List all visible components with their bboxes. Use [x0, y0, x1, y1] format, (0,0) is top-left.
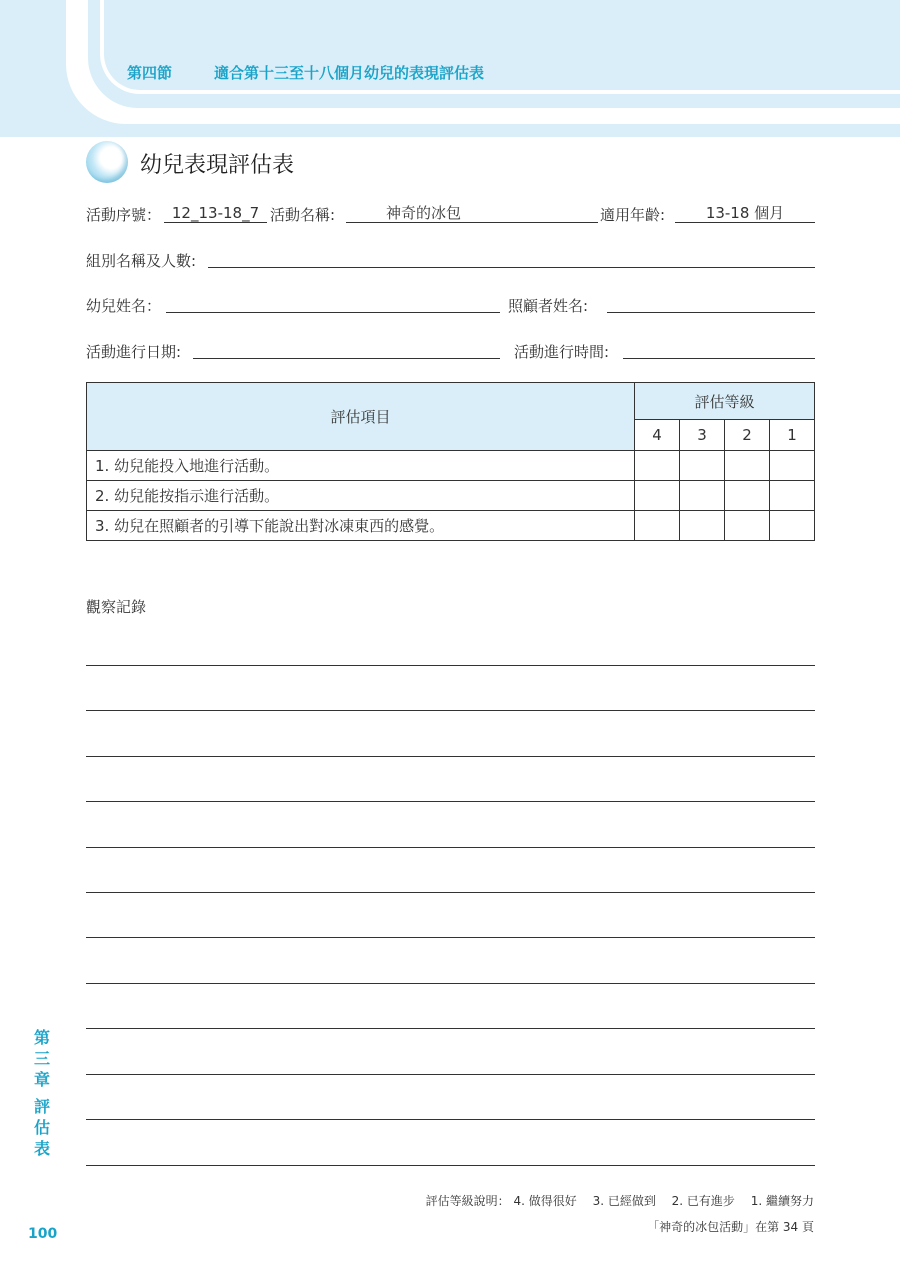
score-cell[interactable]: [770, 481, 815, 511]
observation-line[interactable]: [86, 1165, 815, 1166]
score-cell[interactable]: [725, 511, 770, 541]
age-label: 適用年齡:: [600, 206, 666, 224]
carer-name-field[interactable]: [607, 293, 815, 313]
date-field[interactable]: [193, 339, 500, 359]
grade-header: 評估等級: [635, 383, 815, 420]
age-field[interactable]: 13-18 個月: [675, 203, 815, 223]
grade-2-header: 2: [725, 420, 770, 451]
activity-name-label: 活動名稱:: [270, 206, 336, 224]
score-cell[interactable]: [725, 451, 770, 481]
item-text: 1. 幼兒能投入地進行活動。: [87, 451, 635, 481]
observation-line[interactable]: [86, 1074, 815, 1075]
activity-name-field[interactable]: 神奇的冰包: [346, 203, 598, 223]
observation-line[interactable]: [86, 847, 815, 848]
sidebar-chapter: 第三章: [33, 1028, 50, 1089]
item-text: 3. 幼兒在照顧者的引導下能說出對冰凍東西的感覺。: [87, 511, 635, 541]
score-cell[interactable]: [680, 451, 725, 481]
grade-legend: 評估等級說明： 4. 做得很好 3. 已經做到 2. 已有進步 1. 繼續努力: [425, 1194, 814, 1208]
table-row: [87, 451, 815, 481]
score-cell[interactable]: [770, 511, 815, 541]
header-title: 適合第十三至十八個月幼兒的表現評估表: [214, 64, 485, 82]
page-number: 100: [28, 1226, 58, 1242]
date-label: 活動進行日期:: [86, 343, 182, 361]
score-cell[interactable]: [635, 451, 680, 481]
observation-line[interactable]: [86, 937, 815, 938]
table-row: [87, 511, 815, 541]
observation-line[interactable]: [86, 1028, 815, 1029]
observation-line[interactable]: [86, 665, 815, 666]
grade-3-header: 3: [680, 420, 725, 451]
form-title: 幼兒表現評估表: [140, 153, 295, 178]
sidebar-subject: 評估表: [33, 1097, 50, 1158]
score-cell[interactable]: [635, 511, 680, 541]
time-field[interactable]: [623, 339, 815, 359]
activity-no-field[interactable]: 12_13-18_7: [164, 203, 267, 223]
header-section: 第四節: [127, 64, 173, 82]
observation-line[interactable]: [86, 892, 815, 893]
score-cell[interactable]: [770, 451, 815, 481]
evaluation-table: [86, 382, 815, 541]
carer-name-label: 照顧者姓名:: [508, 297, 589, 315]
observation-line[interactable]: [86, 756, 815, 757]
table-row: [87, 481, 815, 511]
grade-1-header: 1: [770, 420, 815, 451]
item-header: 評估項目: [87, 383, 635, 451]
score-cell[interactable]: [680, 511, 725, 541]
child-name-field[interactable]: [166, 293, 500, 313]
score-cell[interactable]: [680, 481, 725, 511]
item-text: 2. 幼兒能按指示進行活動。: [87, 481, 635, 511]
child-name-label: 幼兒姓名：: [86, 297, 162, 315]
observation-line[interactable]: [86, 801, 815, 802]
observation-line[interactable]: [86, 983, 815, 984]
grade-4-header: 4: [635, 420, 680, 451]
score-cell[interactable]: [725, 481, 770, 511]
bubble-icon: [86, 141, 128, 183]
group-field[interactable]: [208, 248, 815, 268]
score-cell[interactable]: [635, 481, 680, 511]
observation-line[interactable]: [86, 1119, 815, 1120]
observation-line[interactable]: [86, 710, 815, 711]
time-label: 活動進行時間:: [514, 343, 610, 361]
activity-no-label: 活動序號：: [86, 206, 162, 224]
page-reference: 「神奇的冰包活動」在第 34 頁: [647, 1220, 814, 1234]
observation-label: 觀察記錄: [86, 598, 147, 616]
group-label: 組別名稱及人數:: [86, 252, 197, 270]
